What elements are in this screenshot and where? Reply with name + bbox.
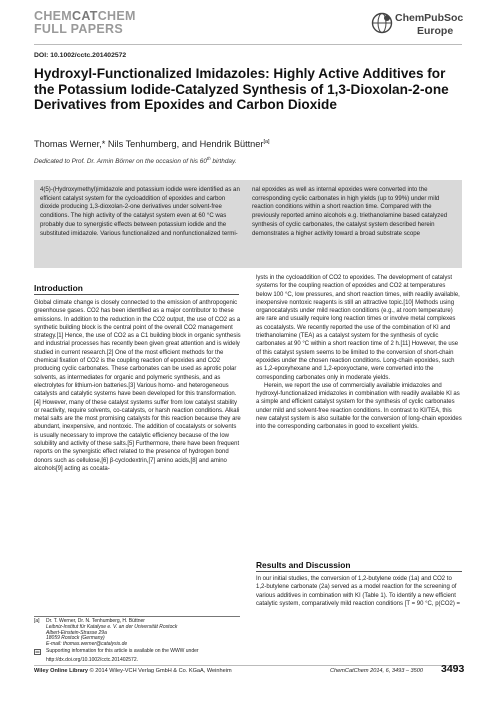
- footnote-authors: Dr. T. Werner, Dr. N. Tenhumberg, H. Büttner: [46, 618, 145, 624]
- footnote-label: [a]: [34, 618, 40, 624]
- dedication: [34, 156, 236, 165]
- introduction-paragraph-1: Global climate change is closely connected to the emission of anthropogenic greenhouse gases. CO2 has been identified as a major contributor to these emissions. In addition to the reduction in the CO2 output, the use of CO2 as a synthetic building block is the central point of the overall CO2 management strategy.[1] Hence, the use of CO2 as a C1 building block in organic synthesis and industrial processes has recently been given great attention and is widely studied in current research.[2] One of the most efficient methods for the chemical fixation of CO2 is the coupling reaction of epoxides and CO2 producing cyclic carbonates. These carbonates can be used as aprotic polar solvents, as intermediates for organic and polymeric synthesis, and as electrolytes for lithium-ion batteries.[3] Various homo- and heterogeneous catalysts and catalytic systems have been developed for this transformation.[4] However, many of these catalyst systems suffer from low catalyst stability or reactivity, require solvents, co-catalysts, or harsh reaction conditions. Alkali metal salts are the most promising catalysts for this reaction because they are abundant, inexpensive, and nontoxic. The addition of cocatalysts or solvents is usually necessary to improve the catalytic efficiency because of the low solubility and activity of these salts.[5] Furthermore, there have been frequent reports on the synergistic effect related to the presence of hydrogen bond donors such as cellulose,[6] β-cyclodextrin,[7] amino acids,[8] and amino alcohols[9] acting as cocata-: [34, 300, 241, 472]
- dedication-text: Dedicated to Prof. Dr. Armin Börner on the occasion of his 60: [34, 158, 207, 166]
- supporting-info-icon: [34, 649, 46, 658]
- publisher-logo: [371, 10, 471, 40]
- footnote-city: 18059 Rostock (Germany): [46, 635, 105, 642]
- doi-line: DOI: 10.1002/cctc.201402572: [34, 52, 127, 59]
- journal-name-part3: CHEM: [97, 9, 136, 23]
- supporting-info-link[interactable]: http://dx.doi.org/10.1002/cctc.201402572.: [46, 656, 139, 663]
- article-title: Hydroxyl-Functionalized Imidazoles: Highly Active Additives for the Potassium Iodide-Catalyzed Synthesis of 1,3-Dioxolan-2-one Derivatives from Epoxides and Carbon Dioxide: [34, 66, 449, 112]
- abstract-right-column: nal epoxides as well as internal epoxides were converted into the corresponding cyclic carbonates in high yields (up to 99%) under mild reaction conditions within a short reaction time. Compared with the previously reported amino alcohols e.g. triethanolamine based catalyzed synthesis of cyclic carbonates, the catalyst system described herein demonstrates a higher activity toward a broad substrate scope: [252, 186, 448, 237]
- results-column: [256, 575, 462, 608]
- affiliation-footnote: [34, 619, 241, 664]
- page-number: 3493: [441, 663, 465, 675]
- author-names: Thomas Werner,* Nils Tenhumberg, and Hendrik Büttner: [34, 139, 264, 150]
- results-divider: [256, 571, 462, 572]
- introduction-divider: [34, 294, 239, 295]
- header-divider: [34, 44, 462, 45]
- publisher-region: Europe: [417, 25, 454, 37]
- introduction-heading: Introduction: [34, 283, 83, 293]
- footer-copyright-text: © 2014 Wiley-VCH Verlag GmbH & Co. KGaA, Weinheim: [88, 668, 232, 674]
- dedication-sup: th: [206, 156, 211, 161]
- dedication-text-end: birthday.: [210, 158, 237, 166]
- introduction-paragraph-2: lysts in the cycloaddition of CO2 to epoxides. The development of catalyst systems for the coupling reaction of epoxides and CO2 at temperatures below 100 °C, low pressures, and short reaction times, with readily available, inexpensive nontoxic reagents is still an attractive topic.[10] Methods using organocatalysts under mild reaction conditions (e.g., at room temperature) are rare and usually require long reaction times or involve metal complexes as cocatalysts. We recently reported the use of the combination of KI and triethanolamine (TEA) as a catalyst system for the synthesis of cyclic carbonates at 90 °C within a short reaction time of 2 h.[11] However, the use of this catalyst system seems to be limited to the conversion of short-chain epoxides under the chosen reaction conditions. Long-chain epoxides, such as 1,2-epoxyhexane and 1,2-epoxyoctane, were converted into the corresponding carbonates only in moderate yields.: [256, 275, 460, 381]
- section-label: FULL PAPERS: [34, 22, 123, 36]
- journal-name-part1: CHEM: [34, 9, 73, 23]
- publisher-logo-icon: [371, 12, 393, 34]
- footer-citation: ChemCatChem 2014, 6, 3493 – 3500: [330, 668, 423, 674]
- footer-library-link[interactable]: Wiley Online Library: [34, 668, 89, 674]
- author-list: [34, 139, 270, 149]
- abstract-box: [34, 180, 462, 268]
- results-paragraph-1: In our initial studies, the conversion of 1,2-butylene oxide (1a) and CO2 to 1,2-butylene carbonate (2a) served as a model reaction for the screening of various additives in combination with KI (Table 1). To identify a new efficient catalytic system, comparatively mild reaction conditions [T = 90 °C, p(CO2) =: [256, 576, 461, 607]
- journal-name-part2: CAT: [72, 9, 98, 23]
- abstract-left-column: 4(5)-(Hydroxymethyl)imidazole and potassium iodide were identified as an efficient catalyst system for the cycloaddition of epoxides and carbon dioxide producing 1,3-dioxolan-2-one derivatives under solvent-free conditions. The high activity of the catalyst system even at 60 °C was probably due to synergistic effects between potassium iodide and the substituted imidazole. Various functionalized and nonfunctionalized termi-: [40, 186, 240, 237]
- results-heading: Results and Discussion: [256, 560, 351, 570]
- supporting-info-text: Supporting information for this article is available on the WWW under: [46, 647, 199, 654]
- footnote-institute: Leibniz-Institut für Katalyse e. V. an der Universität Rostock: [46, 623, 178, 630]
- footnote-email[interactable]: E-mail: thomas.werner@catalysis.de: [46, 641, 128, 648]
- body-right-column: [256, 274, 462, 432]
- footer-divider: [34, 665, 462, 666]
- footnote-street: Albert-Einstein-Strasse 29a: [46, 629, 107, 636]
- introduction-paragraph-3: Herein, we report the use of commercially available imidazoles and hydroxyl-functionalized imidazoles in combination with readily available KI as a simple and efficient catalyst system for the synthesis of cyclic carbonates under mild and solvent-free reaction conditions. In contrast to KI/TEA, this new catalyst system is also suitable for the conversion of long-chain epoxides into the corresponding carbonates in good to excellent yields.: [256, 382, 462, 431]
- footer-copyright: [34, 668, 232, 674]
- footnote-divider: [34, 616, 240, 617]
- publisher-name: ChemPubSoc: [395, 12, 464, 24]
- affiliation-marker: [a]: [263, 139, 270, 145]
- body-left-column: [34, 299, 241, 473]
